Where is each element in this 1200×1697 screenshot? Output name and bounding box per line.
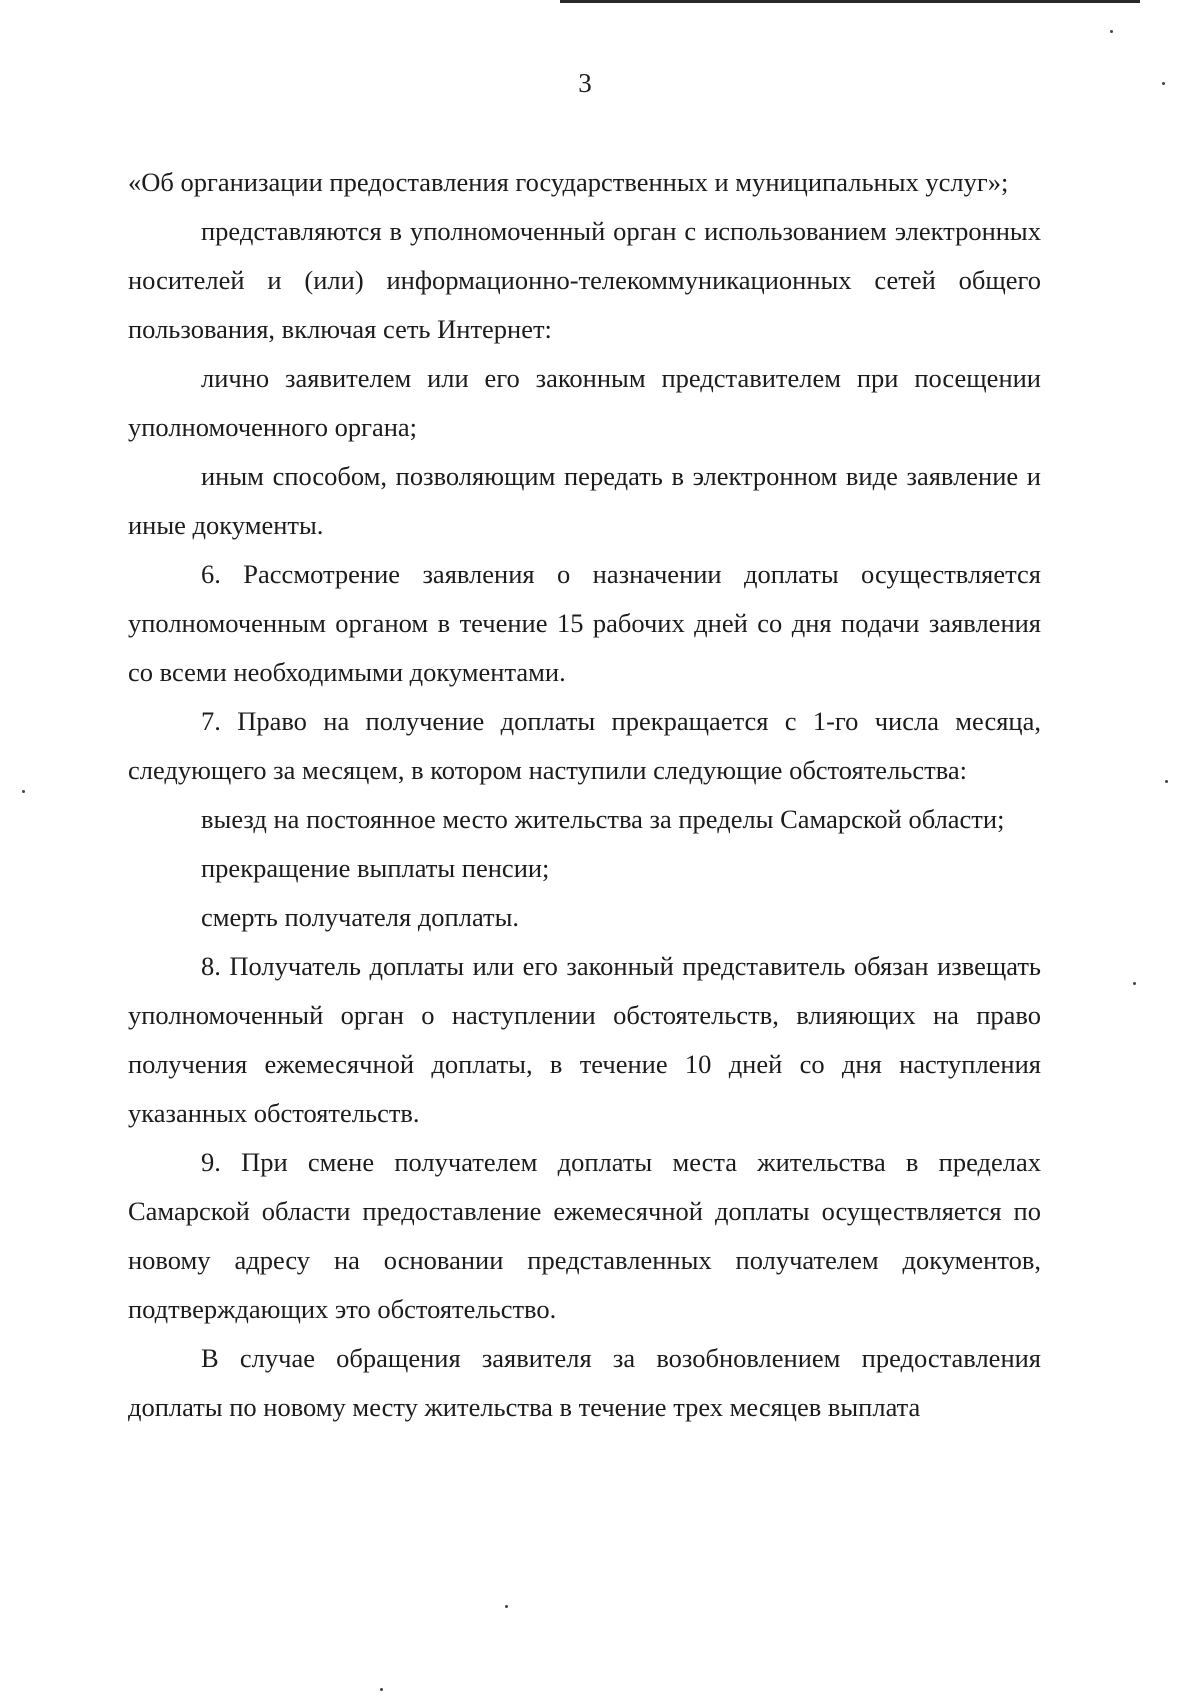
paragraph: выезд на постоянное место жительства за пределы Самарской области; [201, 804, 1005, 834]
paragraph: лично заявителем или его законным представителем при посещении уполномоченного органа; [128, 363, 1041, 442]
paragraph: «Об организации предоставления государственных и муниципальных услуг»; [128, 167, 1009, 197]
paragraph: 8. Получатель доплаты или его законный представитель обязан извещать уполномоченный орган о наступлении обстоятельств, влияющих на право получения ежемесячной доплаты, в течение 10 дней со дня наступления указанных обстоятельств. [128, 951, 1041, 1128]
scan-speck [380, 1688, 383, 1691]
paragraph: 7. Право на получение доплаты прекращается с 1-го числа месяца, следующего за месяцем, в котором наступили следующие обстоятельства: [128, 706, 1041, 785]
document-body [128, 158, 1041, 1432]
paragraph: представляются в уполномоченный орган с использованием электронных носителей и (или) информационно-телекоммуникационных сетей общего пользования, включая сеть Интернет: [128, 216, 1041, 344]
paragraph: иным способом, позволяющим передать в электронном виде заявление и иные документы. [128, 461, 1041, 540]
scan-speck [1165, 780, 1168, 783]
paragraph: прекращение выплаты пенсии; [201, 853, 550, 883]
paragraph: 6. Рассмотрение заявления о назначении доплаты осуществляется уполномоченным органом в течение 15 рабочих дней со дня подачи заявления со всеми необходимыми документами. [128, 559, 1041, 687]
paragraph: 9. При смене получателем доплаты места жительства в пределах Самарской области предоставление ежемесячной доплаты осуществляется по новому адресу на основании представленных получателем документов, подтверждающих это обстоятельство. [128, 1147, 1041, 1324]
scan-edge-line [560, 0, 1140, 3]
scan-speck [505, 1605, 508, 1608]
scan-speck [22, 790, 25, 793]
scan-speck [1110, 30, 1113, 33]
paragraph: В случае обращения заявителя за возобновлением предоставления доплаты по новому месту жительства в течение трех месяцев выплата [128, 1343, 1041, 1422]
paragraph: смерть получателя доплаты. [201, 902, 520, 932]
scan-speck [1133, 982, 1136, 985]
page-number: 3 [578, 68, 592, 98]
